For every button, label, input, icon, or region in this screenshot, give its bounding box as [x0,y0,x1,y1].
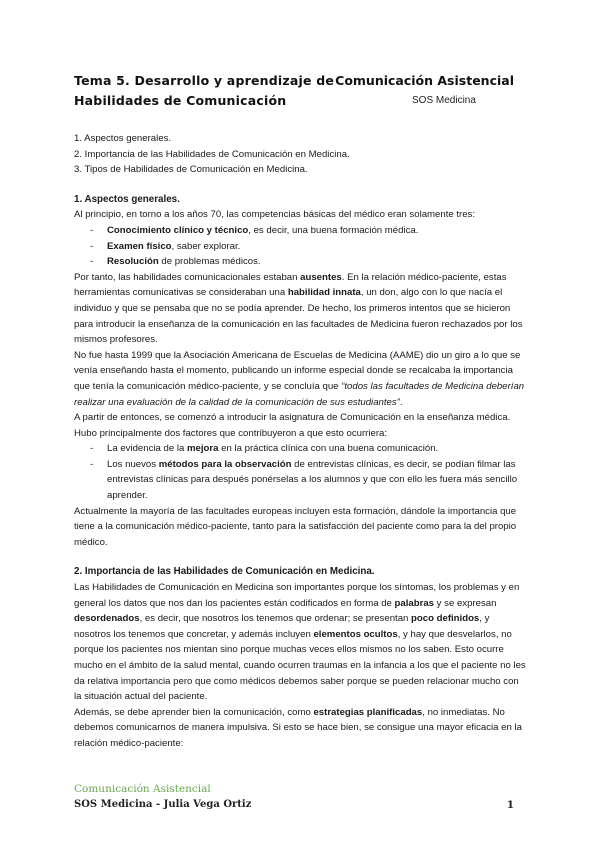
course-title: Comunicación Asistencial [335,73,514,88]
list-item: - Los nuevos métodos para la observación de entrevistas clínicas, es decir, se podían filmar las entrevistas clínicas para después ponérselas a los alumnos y que con ello les fuera más sencillo aprender. [74,457,526,504]
title-line-1: Tema 5. Desarrollo y aprendizaje de [74,73,335,88]
toc-item: 2. Importancia de las Habilidades de Comunicación en Medicina. [74,148,350,160]
list-item: - Resolución de problemas médicos. [74,254,526,270]
list-item: - Conocimiento clínico y técnico, es decir, una buena formación médica. [74,223,526,239]
footer-author: SOS Medicina - Julia Vega Ortiz [74,799,252,810]
page-number: 1 [506,799,514,811]
paragraph: No fue hasta 1999 que la Asociación Americana de Escuelas de Medicina (AAME) dio un giro a lo que se venía enseñando hasta el momento, publicando un informe especial donde se recalcaba la importancia que tenía la comunicación médico-paciente, y se concluía que “todos las facultades de Medicina deberían realizar una evaluación de la calidad de la comunicación de sus estudiantes”. [74,349,525,408]
document-title [74,71,334,111]
factors-list [74,441,526,503]
section-1-heading: 1. Aspectos generales. [74,193,180,205]
document-body [74,131,526,752]
paragraph: Además, se debe aprender bien la comunicación, como estrategias planificadas, no inmediatas. No debemos comunicarnos de manera impulsiva. Si esto se hace bien, se consigue una mayor eficacia en la relación médico-paciente: [74,706,522,749]
list-item: - Examen físico, saber explorar. [74,239,526,255]
paragraph: Hubo principalmente dos factores que contribuyeron a que esto ocurriera: [74,427,388,439]
paragraph: Actualmente la mayoría de las facultades europeas incluyen esta formación, dándole la importancia que tiene a la comunicación médico-paciente, tanto para la satisfacción del paciente como para la del propio médico. [74,505,517,548]
paragraph: A partir de entonces, se comenzó a introducir la asignatura de Comunicación en la enseñanza médica. [74,412,511,424]
table-of-contents [74,131,526,178]
paragraph: Las Habilidades de Comunicación en Medicina son importantes porque los síntomas, los problemas y en general los datos que nos dan los pacientes están codificados en forma de palabras y se expresan desordenados, es decir, que nosotros los tenemos que ordenar; se presentan poco definidos, y nosotros los tenemos que concretar, y además incluyen elementos ocultos, y hay que desvelarlos, no porque los pacientes nos mientan sino porque muchas veces ellos mismos no los saben. Esto ocurre mucho en el ámbito de la salud mental, cuando ocurren traumas en la infancia a los que el paciente no les da relativa importancia pero que como médicos debemos saber porque se pueden relacionar mucho con la situación actual del paciente. [74,582,526,703]
paragraph: Por tanto, las habilidades comunicacionales estaban ausentes. En la relación médico-paciente, estas herramientas comunicativas se consideraban una habilidad innata, un don, algo con lo que nacía el individuo y que se pensaba que no se podía aprender. De hecho, los primeros intentos que se hicieron para introducir la enseñanza de la comunicación en las facultades de Medicina fueron rechazados por los mismos profesores. [74,271,523,346]
list-item: - La evidencia de la mejora en la práctica clínica con una buena comunicación. [74,441,526,457]
toc-item: 3. Tipos de Habilidades de Comunicación en Medicina. [74,164,308,176]
section-1-intro: Al principio, en torno a los años 70, las competencias básicas del médico eran solamente tres: [74,209,476,221]
section-2-heading: 2. Importancia de las Habilidades de Comunicación en Medicina. [74,566,375,578]
footer-course-title: Comunicación Asistencial [74,783,211,795]
course-subtitle: SOS Medicina [412,95,476,106]
competencies-list [74,223,526,270]
toc-item: 1. Aspectos generales. [74,133,172,144]
title-line-2: Habilidades de Comunicación [74,93,287,108]
